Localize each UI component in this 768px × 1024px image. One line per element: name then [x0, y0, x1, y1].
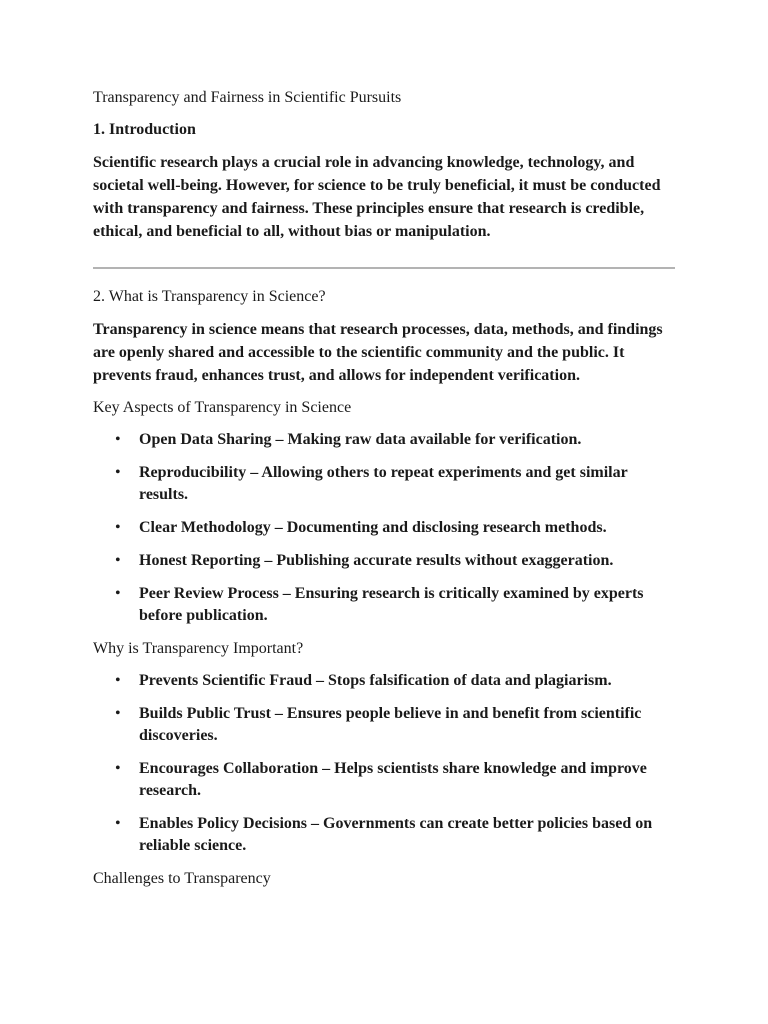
- list-item-text: Peer Review Process – Ensuring research is critically examined by experts before publication.: [139, 585, 644, 624]
- bullet-icon: •: [115, 431, 121, 448]
- list-item-text: Builds Public Trust – Ensures people believe in and benefit from scientific discoveries.: [139, 705, 642, 744]
- list-item: [93, 550, 675, 572]
- bullet-icon: •: [115, 705, 121, 722]
- section-heading-transparency: 2. What is Transparency in Science?: [93, 288, 326, 305]
- list-item-text: Clear Methodology – Documenting and disclosing research methods.: [139, 519, 607, 536]
- why-transparency-list: [93, 670, 675, 857]
- transparency-paragraph: Transparency in science means that research processes, data, methods, and findings are openly shared and accessible to the scientific community and the public. It prevents fraud, enhances trust, and allows for independent verification.: [93, 321, 663, 384]
- list-item-text: Enables Policy Decisions – Governments can create better policies based on reliable science.: [139, 815, 653, 854]
- list-item-text: Prevents Scientific Fraud – Stops falsification of data and plagiarism.: [139, 672, 612, 689]
- bullet-icon: •: [115, 815, 121, 832]
- bullet-icon: •: [115, 760, 121, 777]
- bullet-icon: •: [115, 585, 121, 602]
- why-transparency-heading: Why is Transparency Important?: [93, 640, 304, 657]
- list-item: [93, 813, 675, 857]
- list-item-text: Reproducibility – Allowing others to repeat experiments and get similar results.: [139, 464, 628, 503]
- list-item: [93, 670, 675, 692]
- bullet-icon: •: [115, 672, 121, 689]
- list-item: [93, 758, 675, 802]
- horizontal-divider: [93, 267, 675, 269]
- bullet-icon: •: [115, 464, 121, 481]
- list-item: [93, 703, 675, 747]
- section-heading-introduction: 1. Introduction: [93, 121, 196, 138]
- list-item-text: Honest Reporting – Publishing accurate results without exaggeration.: [139, 552, 614, 569]
- bullet-icon: •: [115, 552, 121, 569]
- document-title: Transparency and Fairness in Scientific Pursuits: [93, 89, 402, 106]
- key-aspects-list: [93, 429, 675, 627]
- list-item-text: Encourages Collaboration – Helps scientists share knowledge and improve research.: [139, 760, 647, 799]
- introduction-paragraph: Scientific research plays a crucial role in advancing knowledge, technology, and societal well-being. However, for science to be truly beneficial, it must be conducted with transparency and fairness. These principles ensure that research is credible, ethical, and beneficial to all, without bias or manipulation.: [93, 154, 661, 240]
- list-item-text: Open Data Sharing – Making raw data available for verification.: [139, 431, 582, 448]
- list-item: [93, 429, 675, 451]
- list-item: [93, 462, 675, 506]
- challenges-heading: Challenges to Transparency: [93, 870, 271, 887]
- key-aspects-heading: Key Aspects of Transparency in Science: [93, 399, 352, 416]
- document-page: [93, 87, 675, 900]
- bullet-icon: •: [115, 519, 121, 536]
- list-item: [93, 517, 675, 539]
- list-item: [93, 583, 675, 627]
